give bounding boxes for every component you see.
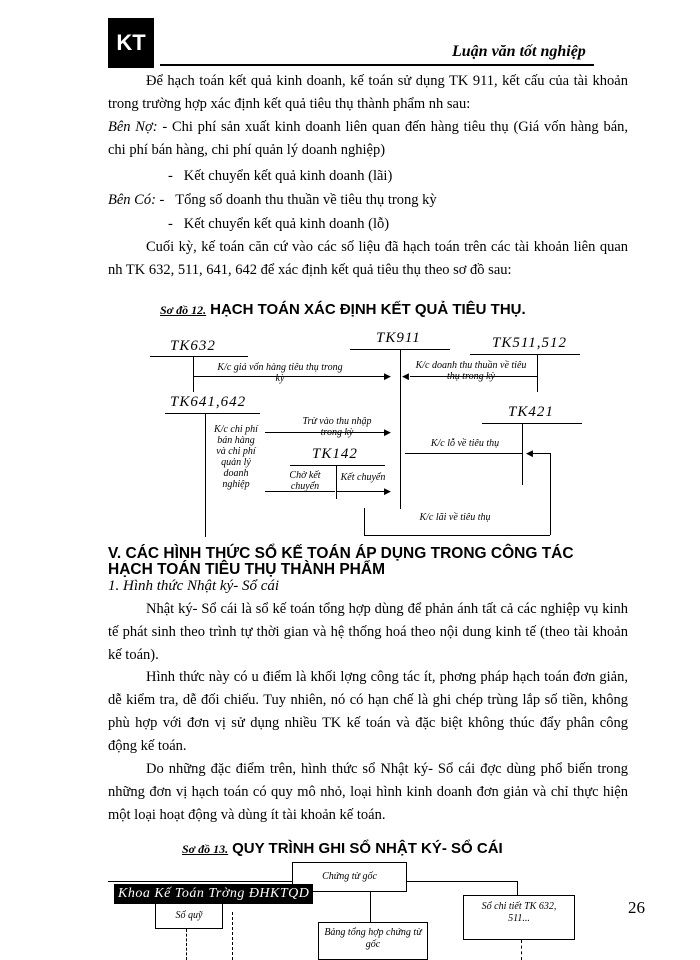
label-kc-gia-von: K/c giá vốn hàng tiêu thụ trong kỳ	[217, 362, 343, 384]
account-tk632: TK632	[170, 338, 216, 354]
arrow-head: ◀	[402, 371, 409, 381]
debit-text: - Chi phí sản xuất kinh doanh liên quan đến hàng tiêu thụ (Giá vốn hàng bán, chi phí bán hàng, chi phí quản lý doanh nghiệp)	[108, 119, 629, 158]
t-line	[165, 413, 260, 414]
t-line	[150, 356, 248, 357]
debit-label: Bên Nợ:	[108, 119, 158, 135]
account-tk511: TK511,512	[492, 335, 567, 351]
header-title: Luận văn tốt nghiệp	[452, 43, 586, 60]
label-cho-ket-chuyen: Chờ kết chuyển	[289, 470, 321, 492]
diagram13-label: Sơ đồ 13.	[182, 842, 229, 856]
debit-item	[168, 165, 628, 188]
intro-paragraph-2: Cuối kỳ, kế toán căn cứ vào các số liệu đã hạch toán trên các tài khoản liên quan nh TK 632, 511, 641, 642 để xác định kết quả tiêu thụ theo sơ đồ sau:	[108, 239, 628, 278]
loop-line	[532, 453, 550, 454]
diagram12-heading: HẠCH TOÁN XÁC ĐỊNH KẾT QUẢ TIÊU THỤ.	[210, 301, 526, 318]
label-kc-doanh-thu: K/c doanh thu thuần về tiêu thụ trong kỳ	[415, 360, 527, 382]
dashed-line	[186, 929, 187, 960]
section5-heading	[108, 546, 648, 578]
t-line	[470, 354, 580, 355]
diagram13-title	[182, 840, 622, 858]
credit-line	[108, 189, 628, 212]
box-bang-tong-hop: Bảng tổng hợp chứng từ gốc	[318, 922, 428, 960]
section5-paragraph-1: Nhật ký- Sổ cái là sổ kế toán tổng hợp dùng để phản ánh tất cả các nghiệp vụ kinh tế phát sinh theo trình tự thời gian và hệ thống hoá theo nội dung kinh tế (theo tài khoản kế toán).	[108, 601, 628, 663]
credit-item-text: Kết chuyển kết quả kinh doanh (lỗ)	[183, 216, 390, 232]
label-ket-chuyen: Kết chuyển	[340, 472, 386, 483]
debit-item-text: Kết chuyển kết quả kinh doanh (lãi)	[183, 168, 393, 184]
account-tk421: TK421	[508, 404, 554, 420]
loop-line	[364, 508, 365, 535]
arrow-head: ▶	[384, 427, 391, 437]
page-number: 26	[628, 898, 645, 917]
dashed-line	[232, 912, 233, 960]
t-line	[205, 413, 206, 537]
t-line	[290, 465, 385, 466]
diagram12-title	[160, 301, 620, 319]
section5-paragraph-2: Hình thức này có u điểm là khối lợng công tác ít, phơng pháp hạch toán đơn giản, dễ kiểm tra, dễ đối chiếu. Tuy nhiên, nó có hạn chế là ghi chép trùng lắp số tiền, không phù hợp với đơn vị sử dụng nhiều TK kế toán và đặc biệt không thúc đẩy phân công động kế toán.	[108, 669, 628, 754]
account-tk641: TK641,642	[170, 394, 247, 410]
diagram12-label: Sơ đồ 12.	[160, 303, 207, 317]
box-chung-tu-goc: Chứng từ gốc	[292, 862, 407, 892]
t-line	[400, 349, 401, 509]
bullet-dash: -	[168, 168, 184, 184]
debit-line	[108, 116, 628, 162]
diagram13-heading: QUY TRÌNH GHI SỔ NHẬT KÝ- SỔ CÁI	[232, 840, 503, 857]
loop-line	[364, 535, 550, 536]
connector-line	[517, 881, 518, 895]
section5-heading-line2: HẠCH TOÁN TIÊU THỤ THÀNH PHẨM	[108, 561, 385, 578]
dashed-line	[521, 940, 522, 960]
t-line	[336, 465, 337, 499]
arrow-head: ◀	[526, 448, 533, 458]
t-line	[482, 423, 582, 424]
section5-paragraph-3: Do những đặc điểm trên, hình thức sổ Nhật ký- Sổ cái đợc dùng phổ biến trong những đơn vị hạch toán có quy mô nhỏ, loại hình kinh doanh đơn giản và chỉ thực hiện một loại hoạt động và dùng ít tài khoản kế toán.	[108, 761, 628, 823]
arrow-head: ▶	[384, 486, 391, 496]
logo: KT	[108, 18, 154, 68]
t-line	[193, 356, 194, 392]
t-line	[537, 354, 538, 392]
bullet-dash: -	[168, 216, 184, 232]
arrow-line	[337, 491, 390, 492]
connector-line	[370, 892, 371, 922]
intro-paragraph: Để hạch toán kết quả kinh doanh, kế toán sử dụng TK 911, kết cấu của tài khoản trong trường hợp xác định kết quả tiêu thụ thành phẩm nh sau:	[108, 73, 628, 112]
t-line	[522, 423, 523, 485]
account-tk142: TK142	[312, 446, 358, 462]
section5-heading-line1: V. CÁC HÌNH THỨC SỔ KẾ TOÁN ÁP DỤNG TRONG CÔNG TÁC	[108, 545, 574, 562]
box-so-chi-tiet: Sổ chi tiết TK 632, 511...	[463, 895, 575, 940]
credit-item	[168, 213, 628, 236]
section5-subheading: 1. Hình thức Nhật ký- Sổ cái	[108, 578, 280, 594]
credit-text: Tổng số doanh thu thuần về tiêu thụ trong kỳ	[175, 192, 437, 208]
arrow-head: ▶	[384, 371, 391, 381]
label-tru-vao-thu-nhap: Trừ vào thu nhập trong kỳ	[302, 416, 372, 438]
loop-line	[550, 453, 551, 535]
box-so-quy: Sổ quỹ	[155, 903, 223, 929]
account-tk911: TK911	[376, 330, 421, 346]
arrow-line	[405, 453, 522, 454]
footer-school: Khoa Kế Toán Trờng ĐHKTQD	[114, 884, 313, 904]
credit-label: Bên Có: -	[108, 192, 165, 208]
label-kc-chi-phi: K/c chi phí bán hàng và chi phí quản lý doanh nghiệp	[214, 424, 258, 490]
label-kc-lo: K/c lỗ về tiêu thụ	[430, 438, 500, 449]
header-rule	[160, 64, 594, 66]
label-kc-lai: K/c lãi về tiêu thụ	[419, 512, 491, 523]
